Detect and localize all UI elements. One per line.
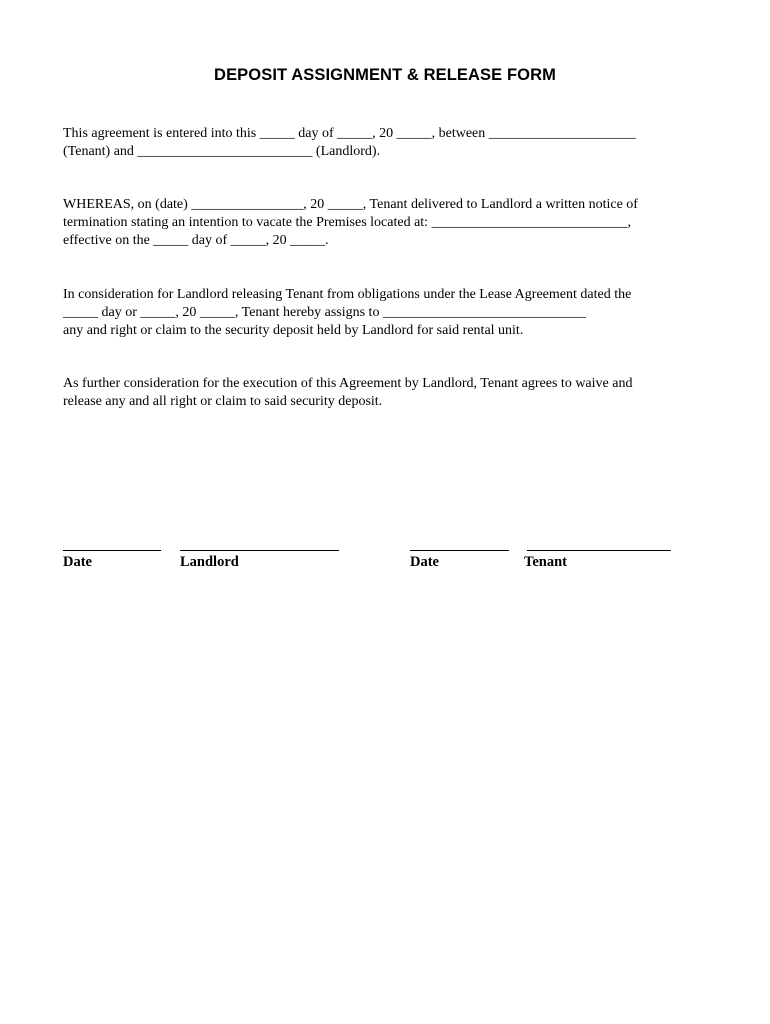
landlord-signature-line[interactable] [180, 550, 339, 551]
date-signature-line[interactable] [63, 550, 161, 551]
consideration-paragraph [63, 286, 703, 340]
paragraph-line: any and right or claim to the security deposit held by Landlord for said rental unit. [63, 323, 524, 338]
paragraph-line: This agreement is entered into this _____ day of _____, 20 _____, between _____________________ [63, 126, 636, 141]
agreement-paragraph [63, 125, 703, 161]
paragraph-line: WHEREAS, on (date) ________________, 20 _____, Tenant delivered to Landlord a written notice of [63, 197, 638, 212]
whereas-paragraph [63, 196, 703, 250]
date-signature-line[interactable] [410, 550, 509, 551]
page-title: DEPOSIT ASSIGNMENT & RELEASE FORM [214, 66, 556, 84]
paragraph-line: As further consideration for the execution of this Agreement by Landlord, Tenant agrees to waive and [63, 376, 633, 391]
paragraph-line: effective on the _____ day of _____, 20 _____. [63, 233, 329, 248]
landlord-label: Landlord [180, 554, 239, 570]
date-label: Date [63, 554, 92, 570]
date-label: Date [410, 554, 439, 570]
paragraph-line: release any and all right or claim to said security deposit. [63, 394, 383, 409]
paragraph-line: termination stating an intention to vacate the Premises located at: ____________________________, [63, 215, 632, 230]
tenant-label: Tenant [524, 554, 567, 570]
paragraph-line: In consideration for Landlord releasing Tenant from obligations under the Lease Agreement dated the [63, 287, 632, 302]
tenant-signature-line[interactable] [527, 550, 671, 551]
paragraph-line: _____ day or _____, 20 _____, Tenant hereby assigns to _____________________________ [63, 305, 586, 320]
paragraph-line: (Tenant) and _________________________ (Landlord). [63, 144, 381, 159]
further-consideration-paragraph [63, 375, 703, 411]
